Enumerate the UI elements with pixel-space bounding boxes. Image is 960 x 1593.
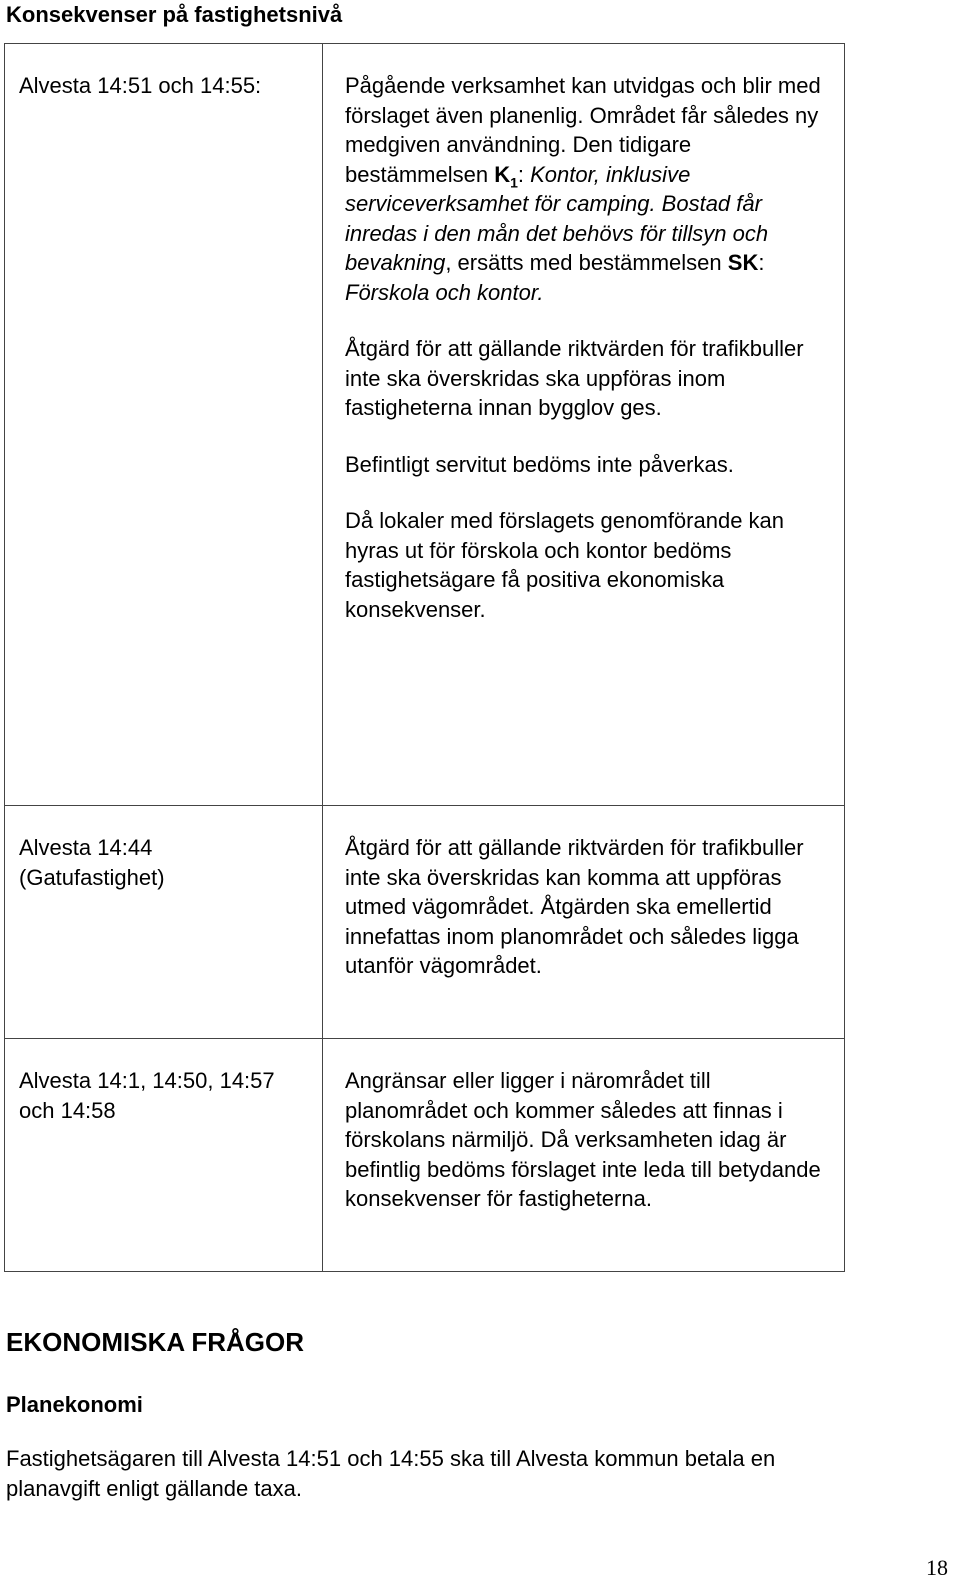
- table-row: [5, 806, 845, 1039]
- consequence-paragraph: Åtgärd för att gällande riktvärden för trafikbuller inte ska överskridas kan komma att uppföras utmed vägområdet. Åtgärden ska emellertid innefattas inom planområdet och således ligga utanför vägområdet.: [345, 835, 804, 978]
- consequence-paragraph: Då lokaler med förslagets genomförande kan hyras ut för förskola och kontor bedöms fastighetsägare få positiva ekonomiska konsekvenser.: [345, 508, 785, 622]
- property-label: Alvesta 14:1, 14:50, 14:57 och 14:58: [19, 1068, 275, 1123]
- economic-questions-heading: EKONOMISKA FRÅGOR: [6, 1327, 305, 1357]
- consequence-paragraph: Åtgärd för att gällande riktvärden för trafikbuller inte ska överskridas ska uppföras inom fastigheterna innan bygglov ges.: [345, 336, 804, 420]
- consequence-paragraph: Pågående verksamhet kan utvidgas och blir med förslaget även planenlig. Området får således ny medgiven användning. Den tidigare bestämmelsen $K_1$: Kontor, inklusive serviceverksamhet för camping. Bostad får inredas i den mån det behövs för tillsyn och bevakning, ersätts med bestämmelsen SK: Förskola och kontor.: [345, 73, 821, 305]
- consequence-paragraph: Angränsar eller ligger i närområdet till planområdet och kommer således att finnas i förskolans närmiljö. Då verksamheten idag är befintlig bedöms förslaget inte leda till betydande konsekvenser för fastigheterna.: [345, 1068, 821, 1211]
- consequence-cell: [323, 806, 845, 1039]
- property-cell: [5, 806, 323, 1039]
- property-cell: [5, 44, 323, 806]
- planekonomi-text: Fastighetsägaren till Alvesta 14:51 och 14:55 ska till Alvesta kommun betala en planavgift enligt gällande taxa.: [6, 1446, 776, 1501]
- consequence-cell: [323, 1039, 845, 1272]
- consequence-cell: [323, 44, 845, 806]
- consequence-paragraph: Befintligt servitut bedöms inte påverkas.: [345, 451, 734, 477]
- table-row: [5, 44, 845, 806]
- table-row: [5, 1039, 845, 1272]
- page-number: 18: [926, 1555, 948, 1580]
- property-cell: [5, 1039, 323, 1272]
- planekonomi-heading: Planekonomi: [6, 1392, 143, 1417]
- property-label: Alvesta 14:51 och 14:55:: [19, 73, 262, 98]
- section-heading: Konsekvenser på fastighetsnivå: [6, 2, 343, 27]
- property-label: Alvesta 14:44 (Gatufastighet): [19, 835, 165, 890]
- consequences-table: [4, 43, 845, 1272]
